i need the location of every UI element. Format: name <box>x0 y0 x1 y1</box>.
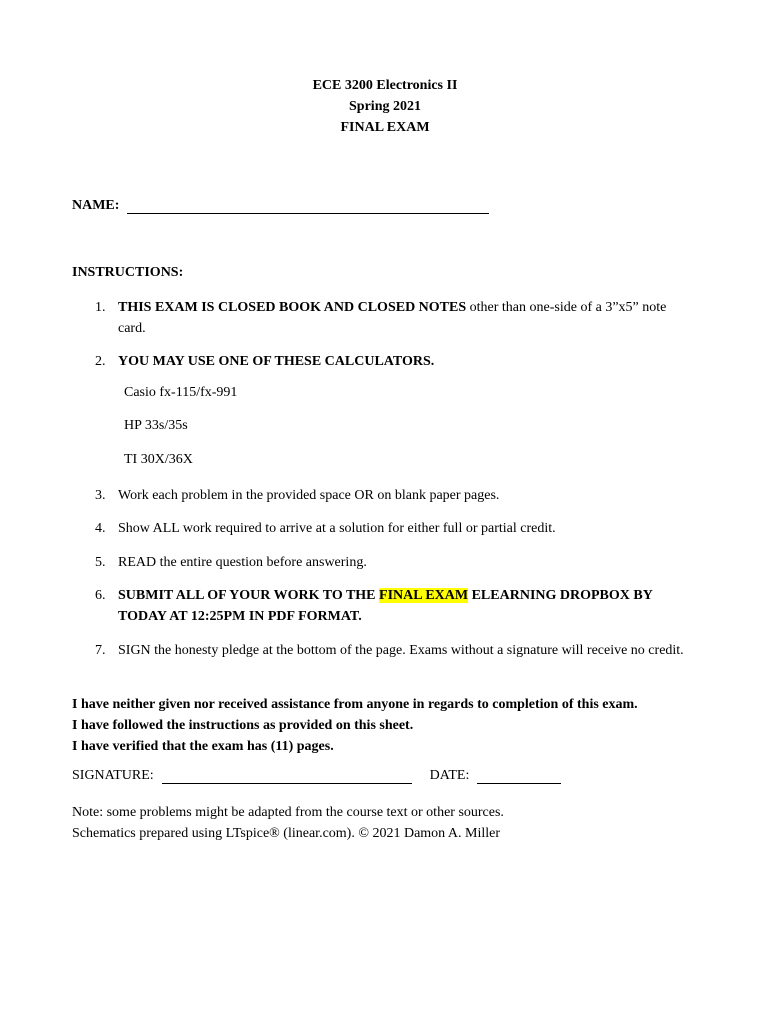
item-number: 4. <box>95 521 106 536</box>
name-blank-line[interactable] <box>127 199 489 214</box>
instruction-item-6 <box>95 585 695 627</box>
highlighted-text: FINAL EXAM <box>379 588 469 603</box>
calculator-option: Casio fx-115/fx-991 <box>124 385 238 400</box>
note-line: Schematics prepared using LTspice® (linear.com). © 2021 Damon A. Miller <box>72 826 501 841</box>
instruction-item-3 <box>95 485 695 506</box>
signature-label: SIGNATURE: <box>72 768 154 783</box>
item-number: 1. <box>95 300 106 315</box>
item-text: Work each problem in the provided space OR on blank paper pages. <box>118 488 500 503</box>
calculator-option: TI 30X/36X <box>124 452 193 467</box>
instruction-item-2 <box>95 351 695 372</box>
term: Spring 2021 <box>349 99 421 114</box>
course-title: ECE 3200 Electronics II <box>312 78 458 93</box>
item-text: Show ALL work required to arrive at a solution for either full or partial credit. <box>118 521 556 536</box>
item-rest-text: other than one-side of a 3”x5” note card. <box>118 300 667 336</box>
item-text: READ the entire question before answering. <box>118 555 367 570</box>
signature-blank-line[interactable] <box>162 769 412 784</box>
instructions-heading: INSTRUCTIONS: <box>72 265 184 280</box>
exam-title: FINAL EXAM <box>340 120 430 135</box>
calculator-option: HP 33s/35s <box>124 418 188 433</box>
item-bold-text: YOU MAY USE ONE OF THESE CALCULATORS. <box>118 354 435 369</box>
note-line: Note: some problems might be adapted from the course text or other sources. <box>72 805 504 820</box>
footer-notes <box>72 802 504 844</box>
pledge-line: I have followed the instructions as provided on this sheet. <box>72 718 414 733</box>
signature-row <box>72 768 561 784</box>
date-label: DATE: <box>429 768 470 783</box>
instruction-item-1 <box>95 297 695 339</box>
pledge-line: I have neither given nor received assistance from anyone in regards to completion of this exam. <box>72 697 638 712</box>
honesty-pledge <box>72 694 638 757</box>
item-number: 5. <box>95 555 106 570</box>
item-number: 3. <box>95 488 106 503</box>
item-text: SIGN the honesty pledge at the bottom of the page. Exams without a signature will receive no credit. <box>118 643 684 658</box>
item-bold-text: SUBMIT ALL OF YOUR WORK TO THE <box>118 588 380 603</box>
instruction-item-5 <box>95 552 695 573</box>
name-label: NAME: <box>72 198 120 213</box>
item-number: 7. <box>95 643 106 658</box>
instruction-item-7 <box>95 640 695 661</box>
item-bold-text: THIS EXAM IS CLOSED BOOK AND CLOSED NOTES <box>118 300 467 315</box>
item-number: 2. <box>95 354 106 369</box>
item-number: 6. <box>95 588 106 603</box>
instruction-item-4 <box>95 518 695 539</box>
name-field-row <box>72 198 489 214</box>
date-blank-line[interactable] <box>477 769 561 784</box>
exam-header <box>0 75 770 138</box>
item-text <box>118 297 695 339</box>
item-bold-text: ELEARNING DROPBOX BY TODAY AT 12:25PM IN PDF FORMAT. <box>118 588 653 624</box>
pledge-line: I have verified that the exam has (11) pages. <box>72 739 334 754</box>
item-text <box>118 585 695 627</box>
